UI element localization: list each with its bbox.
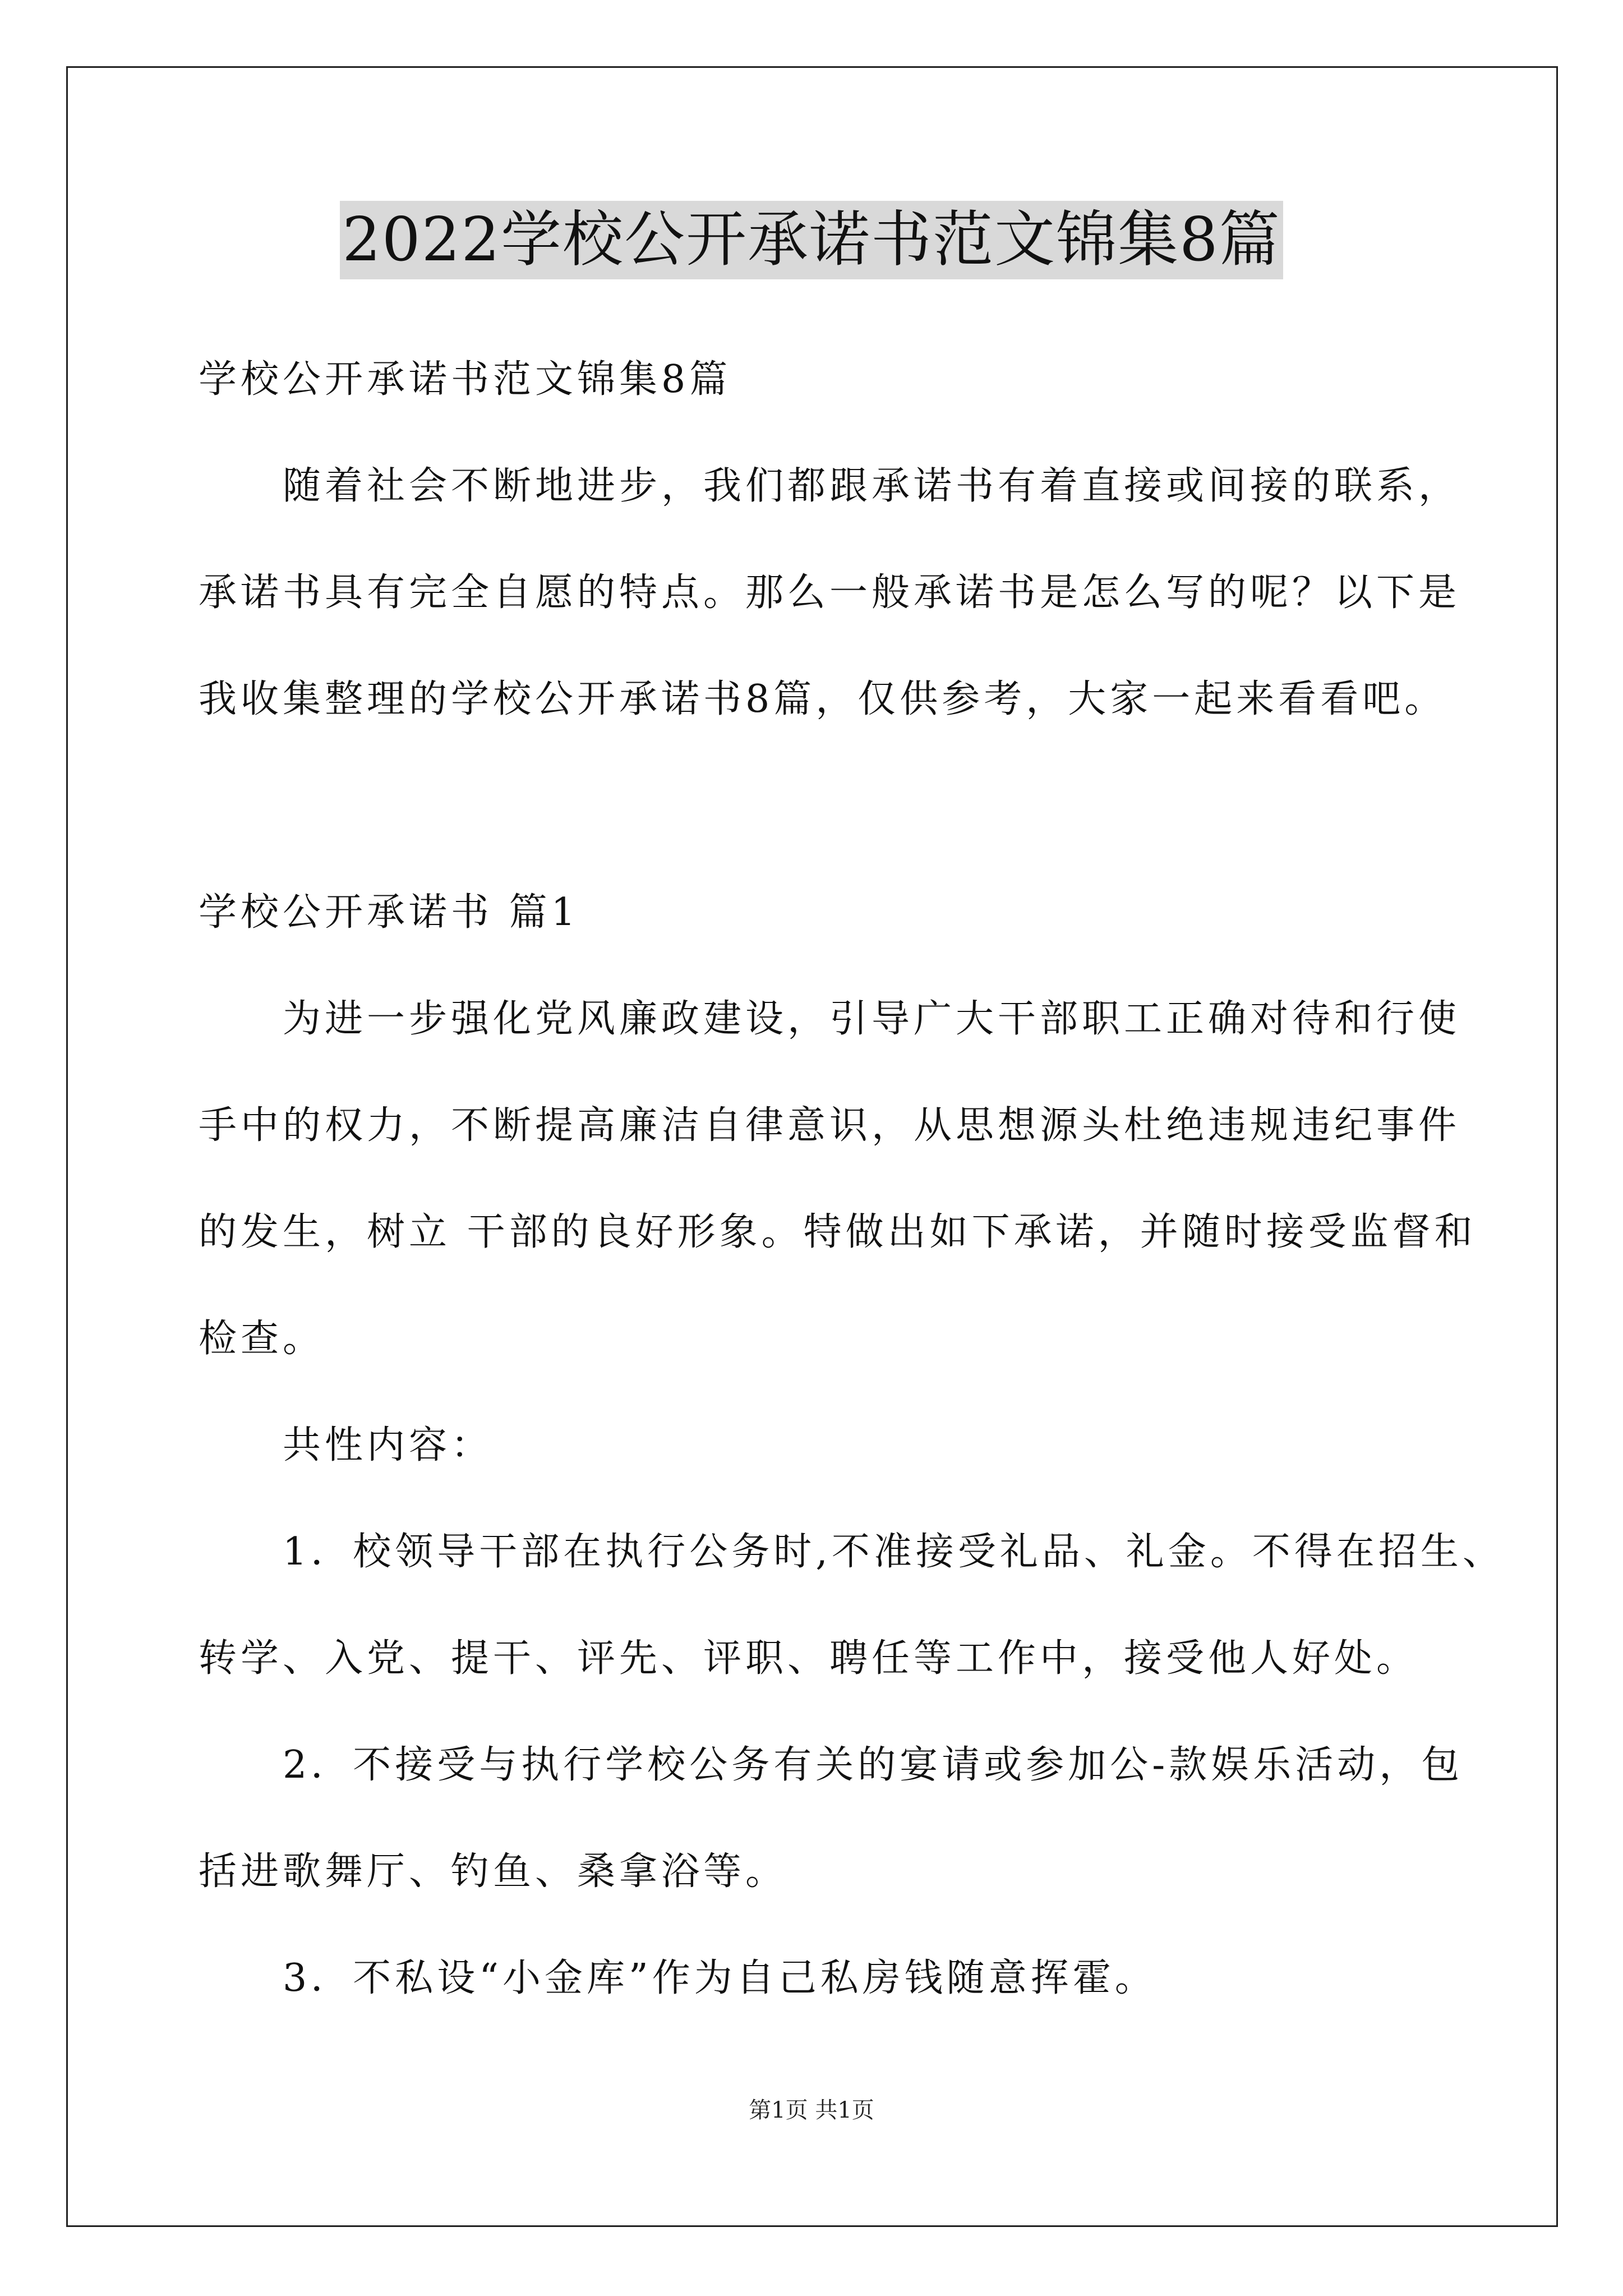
list-item-2-cont: 括进歌舞厅、钓鱼、桑拿浴等。: [199, 1849, 788, 1894]
list-item-2: 2．不接受与执行学校公务有关的宴请或参加公-款娱乐活动，包: [283, 1743, 1464, 1787]
common-content-label: 共性内容：: [283, 1423, 494, 1467]
document-title: 2022学校公开承诺书范文锦集8篇: [340, 201, 1283, 279]
paragraph-line: 手中的权力，不断提高廉洁自律意识，从思想源头杜绝违规违纪事件: [199, 1103, 1461, 1148]
intro-line: 我收集整理的学校公开承诺书8篇，仅供参考，大家一起来看看吧。: [199, 677, 1447, 721]
section-heading: 学校公开承诺书 篇1: [199, 890, 579, 935]
list-item-3: 3．不私设“小金库”作为自己私房钱随意挥霍。: [283, 1956, 1157, 2000]
intro-line: 随着社会不断地进步，我们都跟承诺书有着直接或间接的联系，: [283, 464, 1461, 508]
title-container: [0, 201, 1623, 279]
page-footer: 第1页 共1页: [749, 2097, 874, 2123]
paragraph-line: 的发生，树立 干部的良好形象。特做出如下承诺，并随时接受监督和: [199, 1210, 1477, 1254]
intro-line: 承诺书具有完全自愿的特点。那么一般承诺书是怎么写的呢？以下是: [199, 570, 1461, 615]
list-item-1: 1．校领导干部在执行公务时,不准接受礼品、礼金。不得在招生、: [283, 1530, 1505, 1574]
paragraph-line: 为进一步强化党风廉政建设，引导广大干部职工正确对待和行使: [283, 997, 1461, 1041]
list-item-1-cont: 转学、入党、提干、评先、评职、聘任等工作中，接受他人好处。: [199, 1636, 1419, 1681]
paragraph-line: 检查。: [199, 1317, 325, 1361]
document-subtitle: 学校公开承诺书范文锦集8篇: [199, 357, 732, 402]
